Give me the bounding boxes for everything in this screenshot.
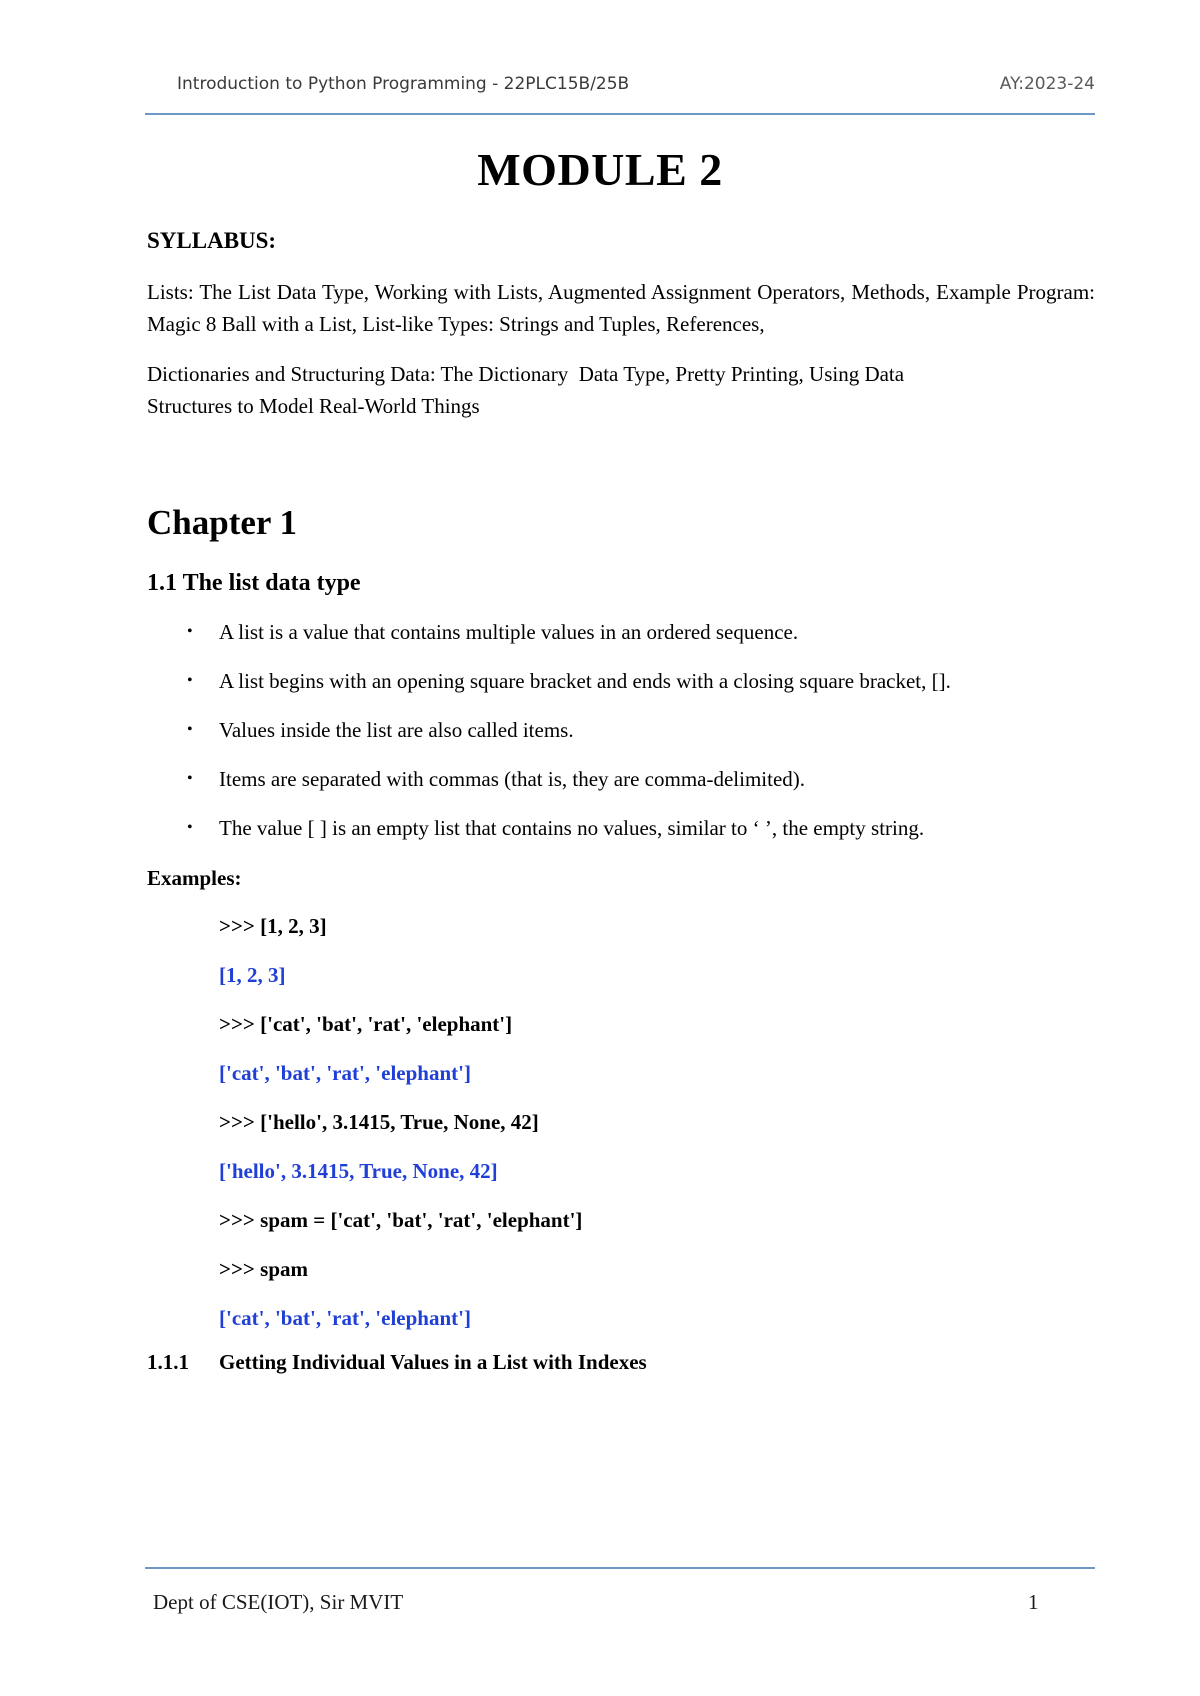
code-examples	[219, 912, 1089, 1353]
bullet-text: A list is a value that contains multiple values in an ordered sequence.	[219, 620, 799, 644]
section-heading: 1.1 The list data type	[147, 570, 361, 596]
code-input-line: >>> [1, 2, 3]	[219, 914, 327, 938]
syllabus-paragraph-2-line-1: Dictionaries and Structuring Data: The Dictionary Data Type, Pretty Printing, Using Data	[147, 362, 905, 386]
subsection-heading	[147, 1350, 647, 1375]
code-output-line: [1, 2, 3]	[219, 963, 286, 987]
module-title: MODULE 2	[477, 144, 723, 195]
academic-year: AY:2023-24	[999, 74, 1095, 94]
page-number: 1	[1028, 1590, 1039, 1614]
bullet-text: Values inside the list are also called items.	[219, 718, 574, 742]
code-input-line: >>> ['hello', 3.1415, True, None, 42]	[219, 1110, 539, 1134]
subsection-title: Getting Individual Values in a List with Indexes	[219, 1350, 647, 1374]
footer-rule	[145, 1567, 1095, 1569]
bullet-text: The value [ ] is an empty list that contains no values, similar to ‘ ’, the empty string.	[219, 816, 925, 840]
bullet-text: Items are separated with commas (that is, they are comma-delimited).	[219, 767, 806, 791]
code-input-line: >>> ['cat', 'bat', 'rat', 'elephant']	[219, 1012, 513, 1036]
bullet-item	[147, 618, 1095, 667]
bullet-icon: •	[187, 721, 193, 738]
bullet-icon: •	[187, 770, 193, 787]
bullet-item	[147, 765, 1095, 814]
code-input-line: >>> spam	[219, 1257, 308, 1281]
footer-department: Dept of CSE(IOT), Sir MVIT	[153, 1590, 404, 1614]
bullet-item	[147, 667, 1095, 716]
bullet-list	[147, 618, 1095, 863]
syllabus-heading: SYLLABUS:	[147, 228, 277, 253]
code-output-line: ['cat', 'bat', 'rat', 'elephant']	[219, 1061, 471, 1085]
examples-heading: Examples:	[147, 866, 242, 890]
chapter-heading: Chapter 1	[147, 503, 298, 542]
bullet-item	[147, 716, 1095, 765]
bullet-icon: •	[187, 623, 193, 640]
syllabus-paragraph-2-line-2: Structures to Model Real-World Things	[147, 394, 480, 418]
code-output-line: ['cat', 'bat', 'rat', 'elephant']	[219, 1306, 471, 1330]
syllabus-paragraph-1: Lists: The List Data Type, Working with Lists, Augmented Assignment Operators, Methods, Example Program: Magic 8 Ball with a List, List-like Types: Strings and Tuples, References,	[147, 280, 1095, 336]
code-input-line: >>> spam = ['cat', 'bat', 'rat', 'elephant']	[219, 1208, 583, 1232]
page-header	[145, 74, 1095, 106]
header-rule	[145, 113, 1095, 115]
course-title: Introduction to Python Programming - 22PLC15B/25B	[177, 74, 630, 94]
bullet-text: A list begins with an opening square bracket and ends with a closing square bracket, [].	[219, 669, 951, 693]
bullet-item	[147, 814, 1095, 863]
subsection-number: 1.1.1	[147, 1350, 189, 1374]
syllabus-paragraph-2	[147, 358, 1095, 422]
code-output-line: ['hello', 3.1415, True, None, 42]	[219, 1159, 498, 1183]
bullet-icon: •	[187, 672, 193, 689]
bullet-icon: •	[187, 819, 193, 836]
